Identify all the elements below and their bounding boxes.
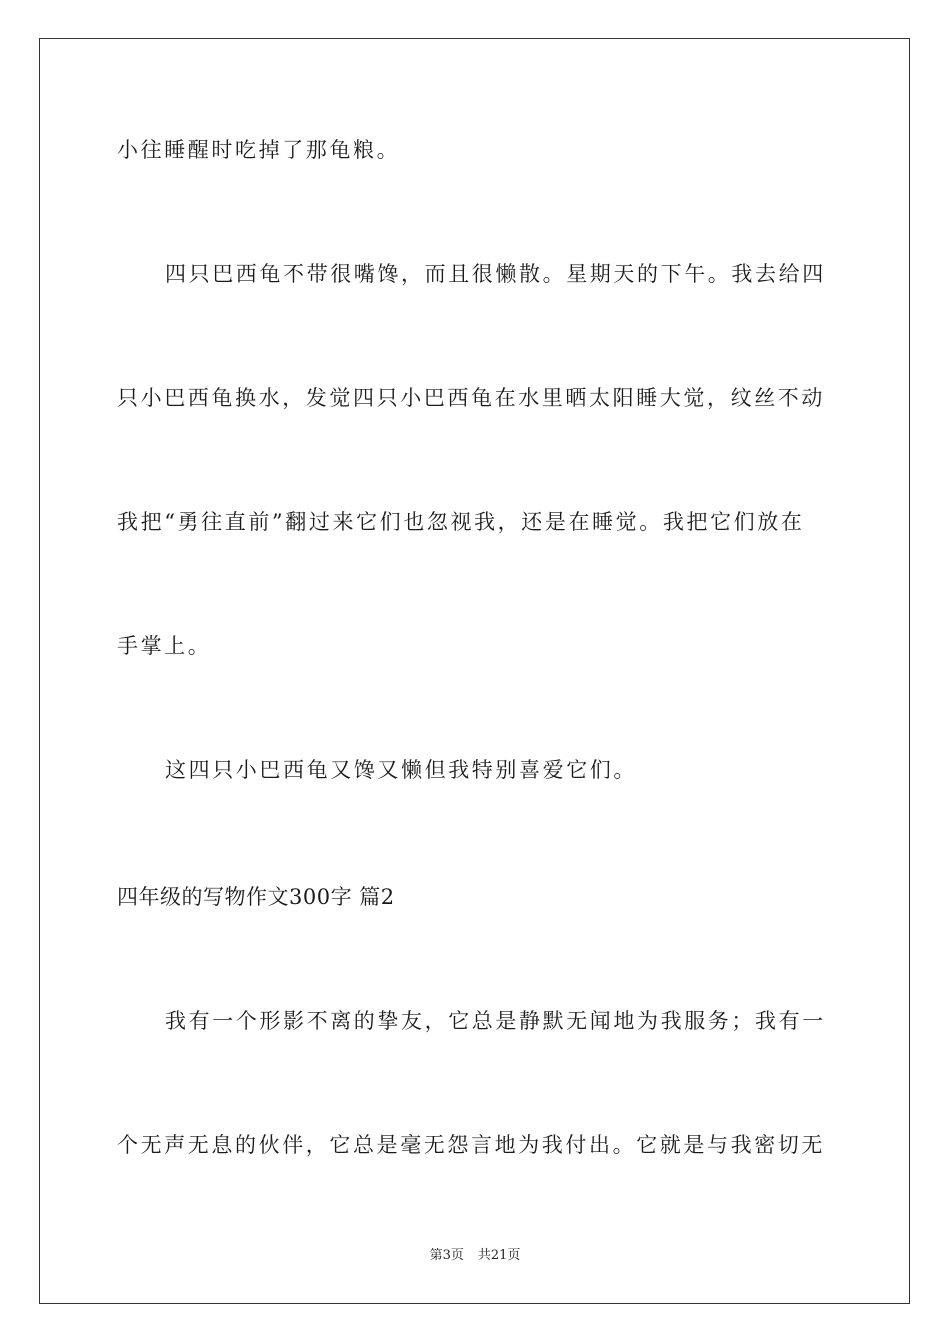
text-line-4: 我把“勇往直前”翻过来它们也忽视我，还是在睡觉。我把它们放在 — [117, 510, 805, 534]
section-heading: 四年级的写物作文300字 篇2 — [117, 885, 395, 909]
text-line-2: 四只巴西龟不带很嘴馋，而且很懒散。星期天的下午。我去给四 — [165, 262, 826, 286]
text-line-1: 小往睡醒时吃掉了那龟粮。 — [117, 138, 401, 162]
page-footer — [0, 1247, 950, 1265]
text-line-5: 手掌上。 — [117, 634, 212, 658]
text-line-8: 我有一个形影不离的挚友，它总是静默无闻地为我服务；我有一 — [165, 1009, 826, 1033]
text-line-9: 个无声无息的伙伴，它总是毫无怨言地为我付出。它就是与我密切无 — [117, 1133, 825, 1157]
text-line-3: 只小巴西龟换水，发觉四只小巴西龟在水里晒太阳睡大觉，纹丝不动 — [117, 386, 825, 410]
page-number: 第3页 — [429, 1248, 464, 1263]
page-border — [39, 38, 910, 1304]
page-total: 共21页 — [477, 1248, 521, 1263]
text-line-6: 这四只小巴西龟又馋又懒但我特别喜爱它们。 — [165, 758, 637, 782]
